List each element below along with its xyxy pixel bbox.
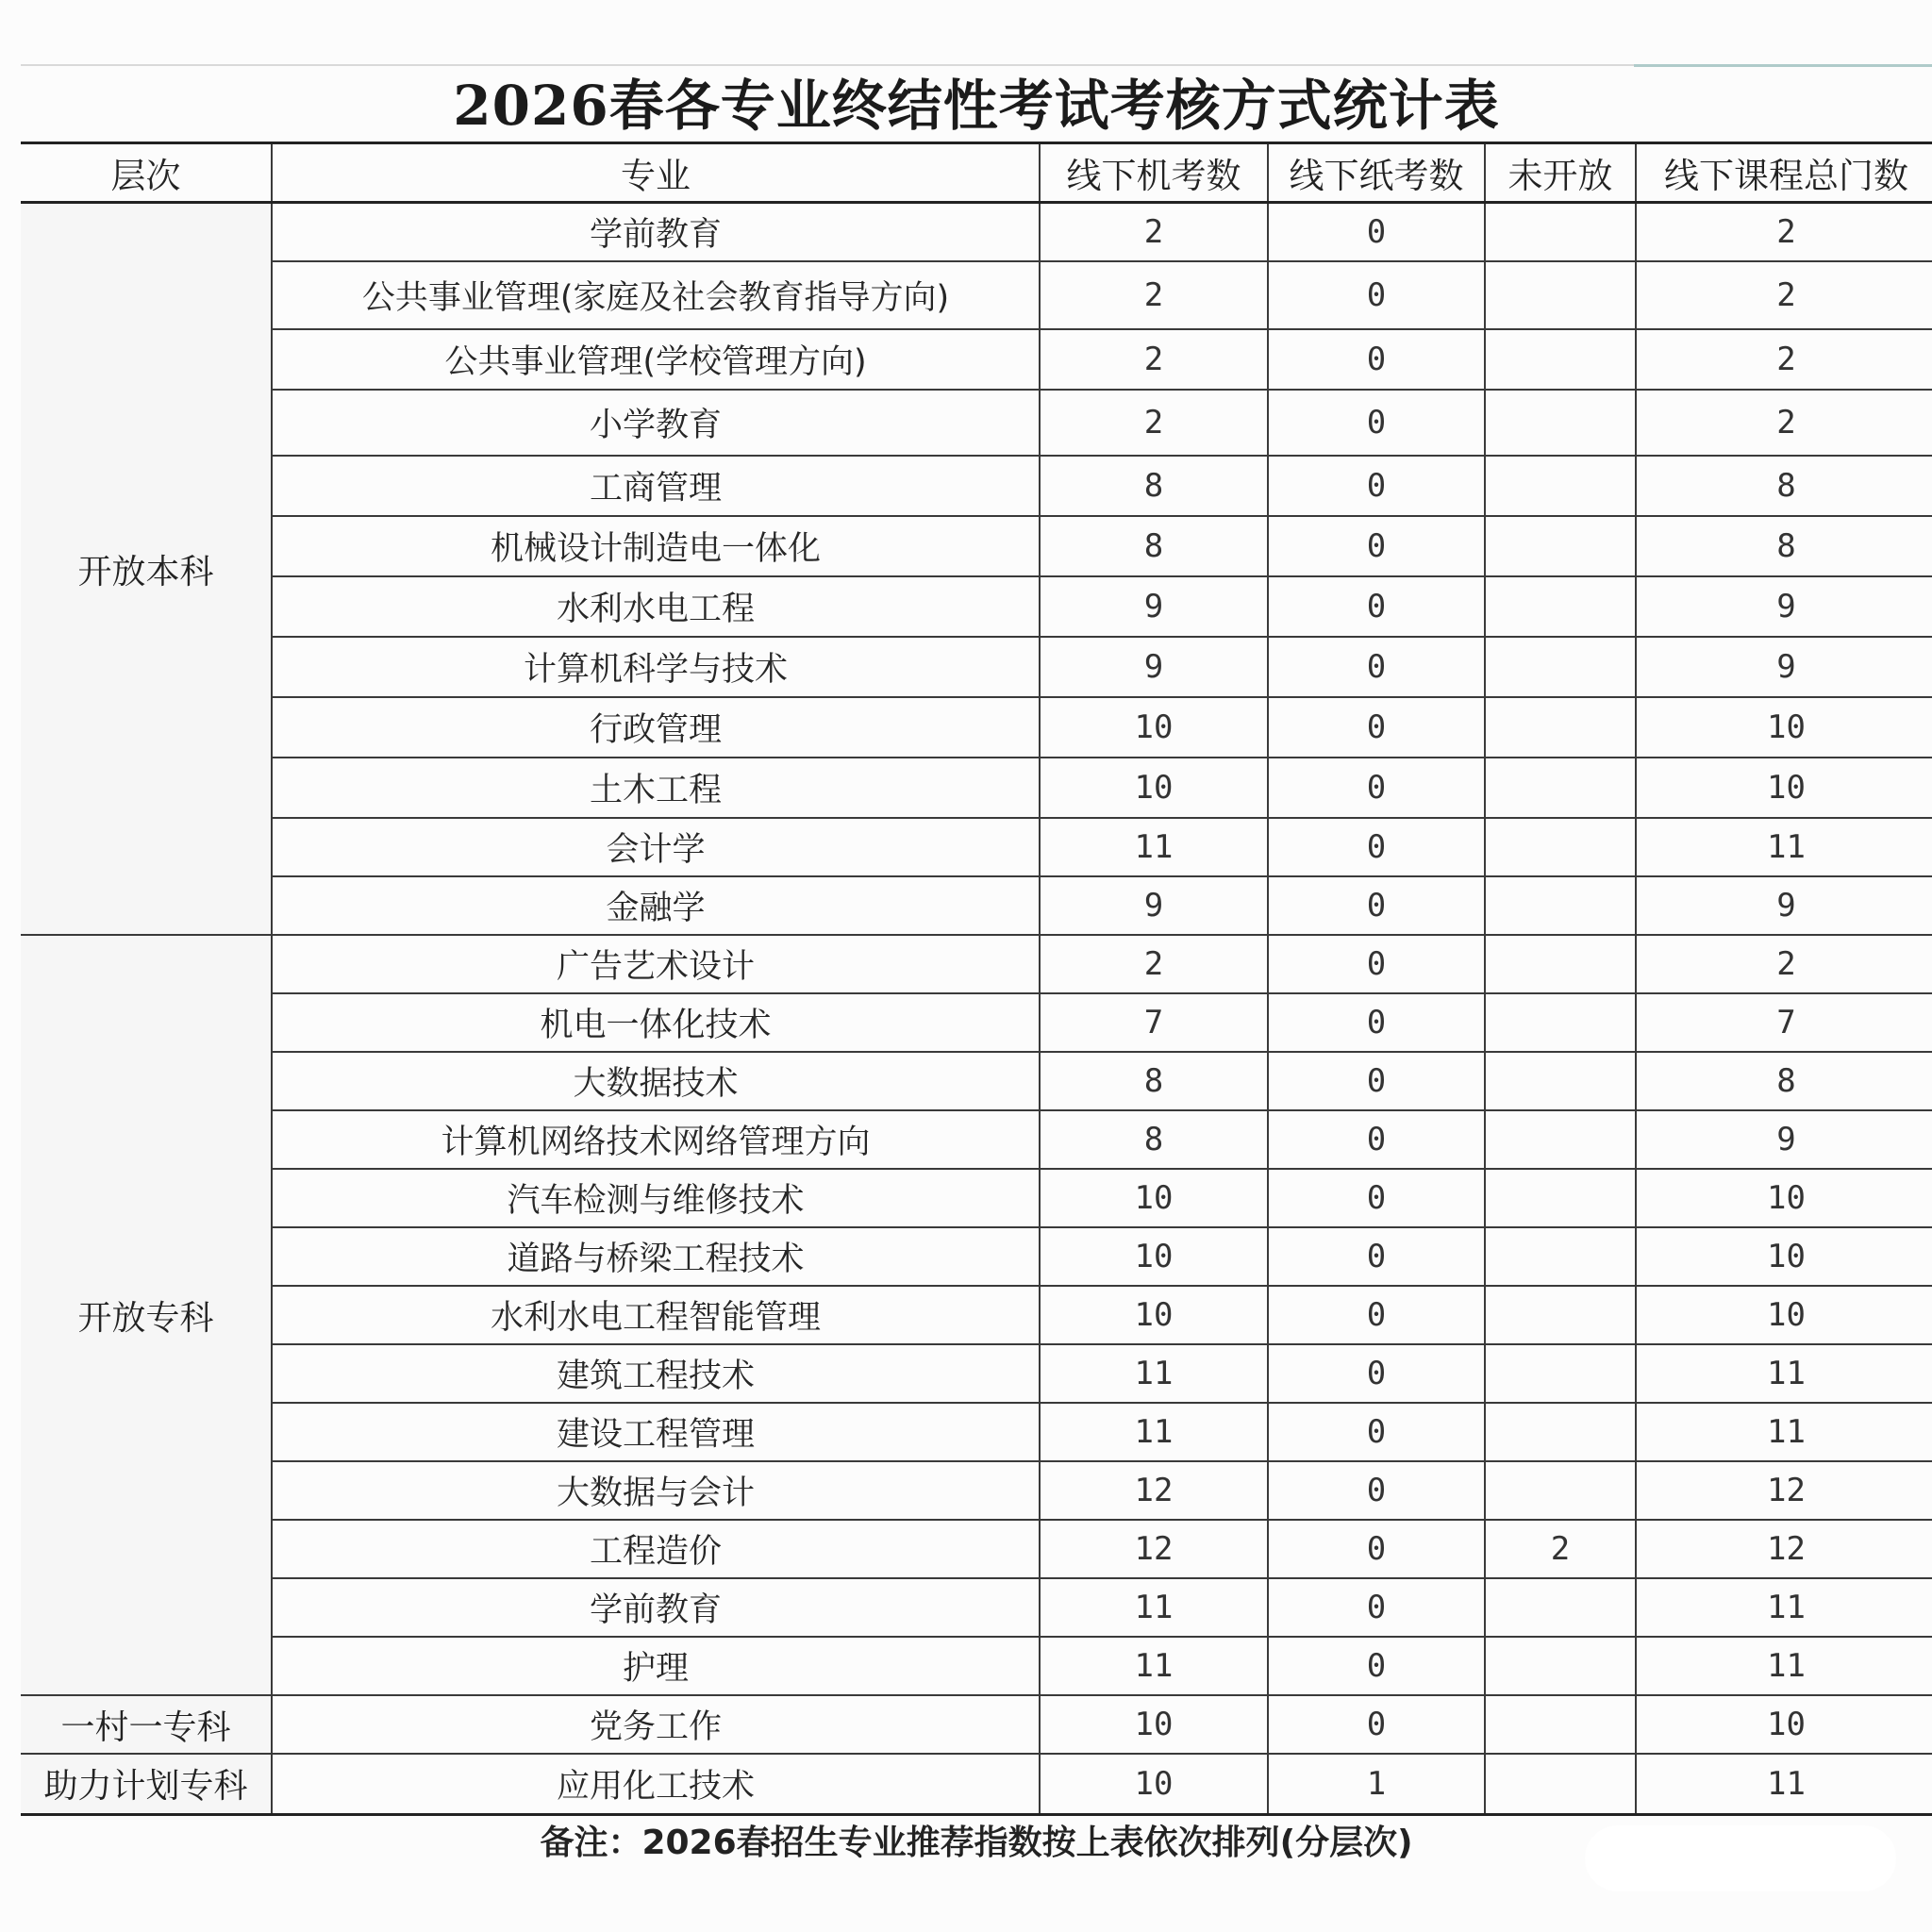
- major-cell: 大数据与会计: [272, 1461, 1040, 1520]
- paper-exam-cell: 0: [1268, 1286, 1485, 1344]
- computer-exam-cell: 11: [1040, 1637, 1268, 1695]
- not-open-cell: [1485, 203, 1636, 262]
- paper-exam-cell: 0: [1268, 1403, 1485, 1461]
- computer-exam-cell: 7: [1040, 993, 1268, 1052]
- major-cell: 小学教育: [272, 390, 1040, 456]
- paper-exam-cell: 0: [1268, 516, 1485, 576]
- total-cell: 12: [1636, 1520, 1932, 1578]
- computer-exam-cell: 8: [1040, 456, 1268, 516]
- total-cell: 10: [1636, 1695, 1932, 1754]
- total-cell: 8: [1636, 516, 1932, 576]
- major-cell: 道路与桥梁工程技术: [272, 1227, 1040, 1286]
- major-cell: 计算机科学与技术: [272, 637, 1040, 697]
- table-row: [21, 1169, 1932, 1227]
- header-paper-exam: 线下纸考数: [1268, 143, 1485, 203]
- total-cell: 11: [1636, 1403, 1932, 1461]
- computer-exam-cell: 8: [1040, 516, 1268, 576]
- paper-exam-cell: 0: [1268, 993, 1485, 1052]
- table-row: [21, 1227, 1932, 1286]
- computer-exam-cell: 10: [1040, 758, 1268, 818]
- level-cell: 一村一专科: [21, 1695, 272, 1754]
- computer-exam-cell: 12: [1040, 1520, 1268, 1578]
- paper-exam-cell: 0: [1268, 1052, 1485, 1110]
- not-open-cell: [1485, 1052, 1636, 1110]
- major-cell: 行政管理: [272, 697, 1040, 758]
- computer-exam-cell: 10: [1040, 1754, 1268, 1814]
- not-open-cell: [1485, 1695, 1636, 1754]
- paper-exam-cell: 0: [1268, 818, 1485, 876]
- table-row: [21, 1461, 1932, 1520]
- paper-exam-cell: 0: [1268, 758, 1485, 818]
- computer-exam-cell: 2: [1040, 935, 1268, 993]
- header-computer-exam: 线下机考数: [1040, 143, 1268, 203]
- major-cell: 工程造价: [272, 1520, 1040, 1578]
- computer-exam-cell: 10: [1040, 1227, 1268, 1286]
- paper-exam-cell: 0: [1268, 1520, 1485, 1578]
- total-cell: 12: [1636, 1461, 1932, 1520]
- table-row: [21, 637, 1932, 697]
- total-cell: 10: [1636, 758, 1932, 818]
- paper-exam-cell: 0: [1268, 1169, 1485, 1227]
- table-row: [21, 758, 1932, 818]
- page-title: 2026春各专业终结性考试考核方式统计表: [453, 74, 1500, 138]
- total-cell: 2: [1636, 329, 1932, 390]
- not-open-cell: [1485, 637, 1636, 697]
- major-cell: 工商管理: [272, 456, 1040, 516]
- total-cell: 9: [1636, 576, 1932, 637]
- photo-glare: [1585, 1825, 1896, 1891]
- major-cell: 水利水电工程: [272, 576, 1040, 637]
- header-not-open: 未开放: [1485, 143, 1636, 203]
- paper-exam-cell: 0: [1268, 1695, 1485, 1754]
- table-row: [21, 1110, 1932, 1169]
- paper-exam-cell: 0: [1268, 1637, 1485, 1695]
- paper-exam-cell: 0: [1268, 1578, 1485, 1637]
- paper-exam-cell: 0: [1268, 935, 1485, 993]
- computer-exam-cell: 2: [1040, 390, 1268, 456]
- level-cell: 开放专科: [21, 935, 272, 1695]
- total-cell: 9: [1636, 876, 1932, 935]
- level-cell: 助力计划专科: [21, 1754, 272, 1814]
- not-open-cell: [1485, 329, 1636, 390]
- total-cell: 10: [1636, 1286, 1932, 1344]
- computer-exam-cell: 11: [1040, 1578, 1268, 1637]
- major-cell: 建设工程管理: [272, 1403, 1040, 1461]
- not-open-cell: [1485, 1169, 1636, 1227]
- table-row: [21, 1637, 1932, 1695]
- computer-exam-cell: 2: [1040, 329, 1268, 390]
- major-cell: 建筑工程技术: [272, 1344, 1040, 1403]
- not-open-cell: [1485, 261, 1636, 329]
- table-row: [21, 576, 1932, 637]
- paper-exam-cell: 0: [1268, 390, 1485, 456]
- table-row: [21, 261, 1932, 329]
- header-major: 专业: [272, 143, 1040, 203]
- major-cell: 计算机网络技术网络管理方向: [272, 1110, 1040, 1169]
- total-cell: 8: [1636, 1052, 1932, 1110]
- not-open-cell: [1485, 456, 1636, 516]
- level-cell: 开放本科: [21, 203, 272, 936]
- computer-exam-cell: 2: [1040, 261, 1268, 329]
- paper-exam-cell: 0: [1268, 1344, 1485, 1403]
- total-cell: 10: [1636, 697, 1932, 758]
- computer-exam-cell: 10: [1040, 697, 1268, 758]
- computer-exam-cell: 9: [1040, 637, 1268, 697]
- table-row: [21, 390, 1932, 456]
- table-row: [21, 697, 1932, 758]
- paper-exam-cell: 0: [1268, 203, 1485, 262]
- paper-exam-cell: 0: [1268, 637, 1485, 697]
- paper-exam-cell: 0: [1268, 329, 1485, 390]
- not-open-cell: [1485, 1110, 1636, 1169]
- table-row: [21, 516, 1932, 576]
- total-cell: 2: [1636, 261, 1932, 329]
- total-cell: 8: [1636, 456, 1932, 516]
- major-cell: 机电一体化技术: [272, 993, 1040, 1052]
- major-cell: 水利水电工程智能管理: [272, 1286, 1040, 1344]
- major-cell: 金融学: [272, 876, 1040, 935]
- major-cell: 公共事业管理(学校管理方向): [272, 329, 1040, 390]
- not-open-cell: [1485, 576, 1636, 637]
- paper-exam-cell: 0: [1268, 876, 1485, 935]
- computer-exam-cell: 10: [1040, 1695, 1268, 1754]
- total-cell: 9: [1636, 637, 1932, 697]
- total-cell: 7: [1636, 993, 1932, 1052]
- not-open-cell: [1485, 697, 1636, 758]
- total-cell: 2: [1636, 935, 1932, 993]
- total-cell: 11: [1636, 1344, 1932, 1403]
- table-row: [21, 203, 1932, 262]
- table-row: [21, 329, 1932, 390]
- computer-exam-cell: 9: [1040, 576, 1268, 637]
- major-cell: 护理: [272, 1637, 1040, 1695]
- total-cell: 2: [1636, 203, 1932, 262]
- table-row: [21, 1403, 1932, 1461]
- table-row: [21, 818, 1932, 876]
- paper-exam-cell: 0: [1268, 456, 1485, 516]
- table-row: [21, 935, 1932, 993]
- not-open-cell: [1485, 1578, 1636, 1637]
- computer-exam-cell: 2: [1040, 203, 1268, 262]
- not-open-cell: [1485, 390, 1636, 456]
- not-open-cell: [1485, 1344, 1636, 1403]
- computer-exam-cell: 10: [1040, 1286, 1268, 1344]
- not-open-cell: [1485, 1286, 1636, 1344]
- major-cell: 土木工程: [272, 758, 1040, 818]
- statistics-table: [21, 142, 1932, 1816]
- table-row: [21, 876, 1932, 935]
- major-cell: 学前教育: [272, 1578, 1040, 1637]
- major-cell: 大数据技术: [272, 1052, 1040, 1110]
- total-cell: 9: [1636, 1110, 1932, 1169]
- major-cell: 应用化工技术: [272, 1754, 1040, 1814]
- major-cell: 学前教育: [272, 203, 1040, 262]
- not-open-cell: [1485, 935, 1636, 993]
- computer-exam-cell: 12: [1040, 1461, 1268, 1520]
- footnote: 备注：2026春招生专业推荐指数按上表依次排列(分层次): [540, 1824, 1413, 1862]
- table-row: [21, 1286, 1932, 1344]
- table-row: [21, 1520, 1932, 1578]
- computer-exam-cell: 11: [1040, 1344, 1268, 1403]
- major-cell: 党务工作: [272, 1695, 1040, 1754]
- table-row: [21, 993, 1932, 1052]
- table-row: [21, 1052, 1932, 1110]
- computer-exam-cell: 9: [1040, 876, 1268, 935]
- paper-exam-cell: 1: [1268, 1754, 1485, 1814]
- computer-exam-cell: 11: [1040, 1403, 1268, 1461]
- table-row: [21, 1578, 1932, 1637]
- header-level: 层次: [21, 143, 272, 203]
- not-open-cell: [1485, 1227, 1636, 1286]
- paper-exam-cell: 0: [1268, 261, 1485, 329]
- computer-exam-cell: 8: [1040, 1052, 1268, 1110]
- not-open-cell: [1485, 1754, 1636, 1814]
- major-cell: 机械设计制造电一体化: [272, 516, 1040, 576]
- computer-exam-cell: 10: [1040, 1169, 1268, 1227]
- not-open-cell: [1485, 1403, 1636, 1461]
- total-cell: 2: [1636, 390, 1932, 456]
- paper-exam-cell: 0: [1268, 697, 1485, 758]
- total-cell: 11: [1636, 1578, 1932, 1637]
- major-cell: 会计学: [272, 818, 1040, 876]
- computer-exam-cell: 11: [1040, 818, 1268, 876]
- table-row: [21, 1695, 1932, 1754]
- major-cell: 广告艺术设计: [272, 935, 1040, 993]
- paper-exam-cell: 0: [1268, 1461, 1485, 1520]
- major-cell: 汽车检测与维修技术: [272, 1169, 1040, 1227]
- paper-exam-cell: 0: [1268, 576, 1485, 637]
- not-open-cell: [1485, 993, 1636, 1052]
- header-total: 线下课程总门数: [1636, 143, 1932, 203]
- not-open-cell: [1485, 1637, 1636, 1695]
- total-cell: 10: [1636, 1169, 1932, 1227]
- not-open-cell: [1485, 1461, 1636, 1520]
- header-row: [21, 143, 1932, 203]
- table-row: [21, 1344, 1932, 1403]
- not-open-cell: [1485, 758, 1636, 818]
- paper-exam-cell: 0: [1268, 1110, 1485, 1169]
- table-row: [21, 1754, 1932, 1814]
- total-cell: 11: [1636, 1754, 1932, 1814]
- total-cell: 10: [1636, 1227, 1932, 1286]
- not-open-cell: [1485, 876, 1636, 935]
- not-open-cell: [1485, 818, 1636, 876]
- paper-exam-cell: 0: [1268, 1227, 1485, 1286]
- table-row: [21, 456, 1932, 516]
- not-open-cell: [1485, 516, 1636, 576]
- not-open-cell: 2: [1485, 1520, 1636, 1578]
- computer-exam-cell: 8: [1040, 1110, 1268, 1169]
- total-cell: 11: [1636, 818, 1932, 876]
- major-cell: 公共事业管理(家庭及社会教育指导方向): [272, 261, 1040, 329]
- total-cell: 11: [1636, 1637, 1932, 1695]
